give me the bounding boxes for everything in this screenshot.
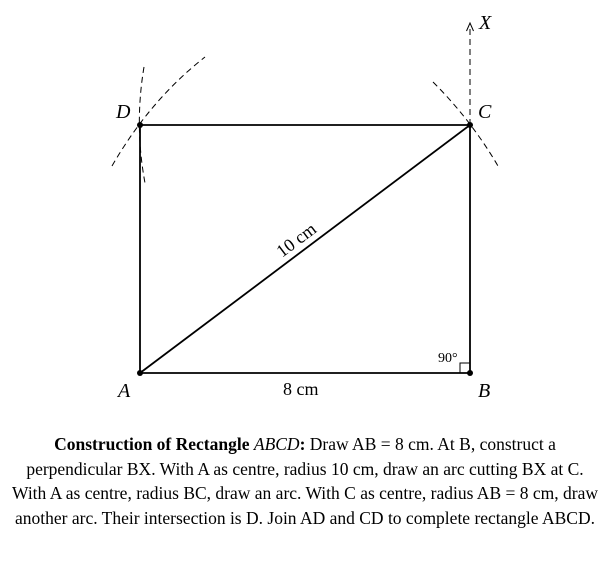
caption-title: Construction of Rectangle xyxy=(54,434,250,454)
point-b xyxy=(467,370,473,376)
label-d: D xyxy=(116,101,131,123)
label-c: C xyxy=(478,101,492,123)
label-angle: 90° xyxy=(438,351,458,366)
point-c xyxy=(467,122,473,128)
diagonal-ac xyxy=(140,125,470,373)
label-a: A xyxy=(118,380,131,402)
label-b: B xyxy=(478,380,491,402)
caption-title-var: ABCD xyxy=(253,434,300,454)
point-d xyxy=(137,122,143,128)
label-ab-length: 8 cm xyxy=(283,379,319,399)
caption-text: Draw AB = 8 cm. At B, construct a perpendicular BX. With A as centre, radius 10 cm, draw an arc cutting BX at C. With A as centre, radius BC, draw an arc. With C as centre, radius AB = 8 cm, draw another arc. Their intersection is D. Join AD and CD to complete rectangle ABCD. xyxy=(12,434,598,528)
arc-center-a-radius-10 xyxy=(433,82,498,166)
construction-caption xyxy=(10,432,600,530)
point-a xyxy=(137,370,143,376)
caption-colon: : xyxy=(299,434,306,454)
label-ac-length: 10 cm xyxy=(272,218,320,262)
label-x: X xyxy=(479,12,492,34)
